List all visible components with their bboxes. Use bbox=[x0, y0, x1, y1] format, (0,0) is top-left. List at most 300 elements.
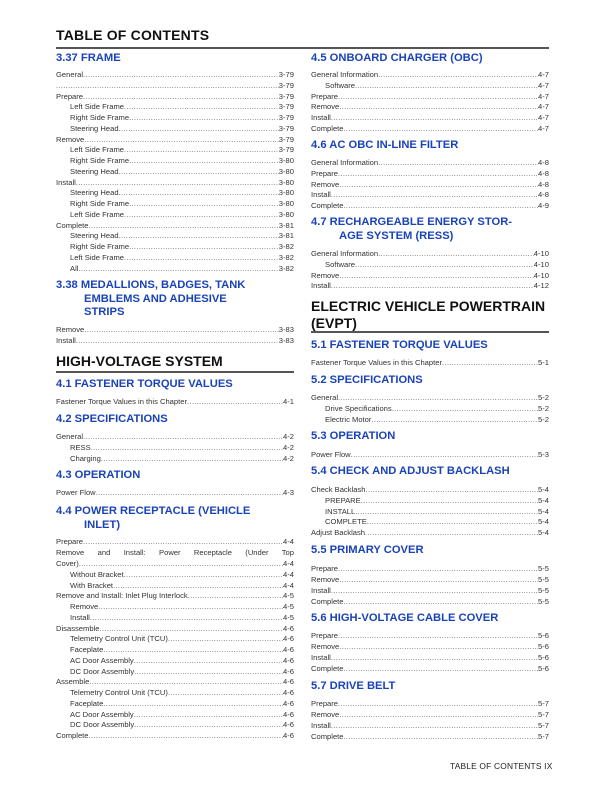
toc-entry-page: 3-79 bbox=[278, 70, 294, 79]
toc-entry[interactable] bbox=[311, 80, 549, 91]
section-heading[interactable]: 5.5 PRIMARY COVER bbox=[311, 544, 424, 556]
toc-entry-title: Complete bbox=[311, 123, 344, 133]
toc-entry[interactable] bbox=[56, 177, 294, 188]
toc-entry-page: 5-3 bbox=[538, 450, 549, 459]
section-heading-line: STRIPS bbox=[84, 306, 125, 318]
dot-leader bbox=[339, 574, 538, 585]
toc-entry-page: 4-7 bbox=[538, 91, 549, 101]
toc-entry-title: Complete bbox=[56, 731, 89, 740]
toc-entry[interactable] bbox=[311, 403, 549, 414]
dot-leader bbox=[355, 259, 534, 270]
toc-entry-title: Complete bbox=[311, 663, 344, 673]
toc-entry-title: Complete bbox=[311, 201, 344, 210]
toc-entry[interactable] bbox=[56, 80, 294, 91]
toc-entry-page: 5-5 bbox=[538, 564, 549, 573]
dot-leader bbox=[168, 633, 283, 644]
dot-leader bbox=[91, 442, 283, 453]
toc-entry[interactable] bbox=[311, 698, 549, 709]
toc-entry[interactable] bbox=[311, 527, 549, 538]
toc-entry[interactable] bbox=[56, 623, 294, 634]
toc-entry-page: 4-8 bbox=[538, 190, 549, 200]
toc-entry-page: 5-4 bbox=[538, 485, 549, 494]
toc-entry[interactable] bbox=[311, 652, 549, 663]
dot-leader bbox=[124, 101, 279, 112]
toc-entry[interactable] bbox=[311, 585, 549, 596]
dot-leader bbox=[83, 69, 279, 80]
toc-entry-title: Prepare bbox=[311, 91, 339, 101]
section-heading-line: EMBLEMS AND ADHESIVE bbox=[84, 292, 227, 305]
toc-entry-title: Left Side Frame bbox=[70, 252, 125, 262]
toc-entry[interactable] bbox=[311, 516, 549, 527]
toc-entry[interactable] bbox=[311, 91, 549, 102]
toc-entry-title: Software bbox=[325, 80, 355, 90]
toc-entry[interactable] bbox=[56, 198, 294, 209]
toc-entry-title: Install bbox=[311, 113, 331, 122]
toc-entry[interactable] bbox=[311, 563, 549, 574]
toc-entry[interactable] bbox=[311, 731, 549, 742]
toc-entry-page: 4-6 bbox=[283, 688, 294, 697]
toc-entry[interactable] bbox=[56, 209, 294, 220]
dot-leader bbox=[84, 324, 279, 335]
toc-entry[interactable] bbox=[311, 69, 549, 80]
toc-entry[interactable] bbox=[56, 230, 294, 241]
toc-entry[interactable] bbox=[56, 687, 294, 698]
chapter-title-line: (EVPT) bbox=[311, 315, 357, 331]
toc-entry[interactable] bbox=[311, 449, 549, 460]
toc-entry[interactable] bbox=[311, 641, 549, 652]
dot-leader bbox=[331, 112, 538, 123]
section-heading[interactable] bbox=[311, 216, 549, 243]
toc-entry-page: 5-6 bbox=[538, 641, 549, 651]
toc-entry-title: Install bbox=[311, 281, 331, 291]
chapter-title bbox=[311, 298, 549, 332]
dot-leader bbox=[134, 709, 283, 720]
dot-leader bbox=[188, 590, 283, 601]
toc-entry-title: Steering Head bbox=[70, 166, 119, 176]
toc-entry-title: Steering Head bbox=[70, 231, 119, 241]
toc-entry[interactable] bbox=[56, 601, 294, 612]
toc-entry-title: Steering Head bbox=[70, 188, 119, 198]
dot-leader bbox=[84, 134, 279, 145]
toc-entry-page: 5-7 bbox=[538, 709, 549, 719]
toc-entry-page: 4-6 bbox=[283, 709, 294, 719]
dot-leader bbox=[338, 630, 538, 641]
dot-leader bbox=[331, 652, 538, 663]
toc-entry[interactable] bbox=[56, 612, 294, 623]
dot-leader bbox=[83, 536, 283, 547]
toc-entry-page: 5-4 bbox=[538, 495, 549, 505]
toc-entry-title: Left Side Frame bbox=[70, 145, 125, 155]
toc-entry[interactable] bbox=[56, 676, 294, 687]
toc-entry[interactable] bbox=[56, 220, 294, 231]
toc-entry-page: 3-79 bbox=[278, 102, 294, 112]
dot-leader bbox=[361, 495, 538, 506]
toc-entry[interactable] bbox=[311, 506, 549, 517]
toc-entry[interactable] bbox=[56, 69, 294, 80]
toc-entry[interactable] bbox=[56, 155, 294, 166]
toc-entry-page: 4-6 bbox=[283, 655, 294, 665]
toc-entry-page: 4-10 bbox=[533, 249, 549, 258]
toc-entry[interactable] bbox=[56, 536, 294, 547]
dot-leader bbox=[96, 487, 283, 498]
dot-leader bbox=[99, 623, 283, 634]
toc-entry[interactable] bbox=[311, 179, 549, 190]
toc-entry[interactable] bbox=[56, 590, 294, 601]
toc-entry[interactable] bbox=[56, 655, 294, 666]
toc-entry-title: Remove bbox=[311, 102, 340, 112]
toc-entry-title: Left Side Frame bbox=[70, 102, 125, 112]
dot-leader bbox=[339, 709, 538, 720]
dot-leader bbox=[378, 157, 538, 168]
toc-entry-page: 3-79 bbox=[278, 113, 294, 122]
dot-leader bbox=[89, 730, 284, 741]
toc-entry-page: 4-4 bbox=[283, 569, 294, 579]
toc-entry-page: 4-7 bbox=[538, 123, 549, 133]
dot-leader bbox=[378, 69, 538, 80]
toc-entry-wrapped-line[interactable]: Remove and Install: Power Receptacle (Under Top bbox=[56, 548, 294, 557]
toc-entry-title: AC Door Assembly bbox=[70, 709, 134, 719]
toc-entry-page: 5-7 bbox=[538, 720, 549, 730]
toc-entry[interactable] bbox=[56, 123, 294, 134]
dot-leader bbox=[134, 719, 283, 730]
toc-entry[interactable] bbox=[311, 357, 549, 368]
toc-entry[interactable] bbox=[56, 91, 294, 102]
dot-leader bbox=[365, 527, 538, 538]
toc-entry-title: Right Side Frame bbox=[70, 242, 130, 251]
dot-leader bbox=[119, 166, 279, 177]
toc-entry[interactable] bbox=[311, 663, 549, 674]
section-heading[interactable]: 5.1 FASTENER TORQUE VALUES bbox=[311, 339, 488, 351]
section-heading-line: AGE SYSTEM (RESS) bbox=[339, 229, 454, 242]
dot-leader bbox=[98, 601, 283, 612]
toc-entry[interactable] bbox=[56, 698, 294, 709]
toc-entry-page: 4-10 bbox=[533, 259, 549, 269]
dot-leader bbox=[331, 189, 538, 200]
dot-leader bbox=[83, 431, 283, 442]
dot-leader bbox=[338, 698, 538, 709]
toc-entry-page: 5-5 bbox=[538, 585, 549, 595]
section-heading[interactable]: 4.5 ONBOARD CHARGER (OBC) bbox=[311, 52, 483, 64]
toc-entry[interactable] bbox=[56, 252, 294, 263]
toc-entry-title: Prepare bbox=[56, 537, 84, 546]
toc-entry-title: Remove bbox=[311, 179, 340, 189]
toc-entry-title: Prepare bbox=[311, 564, 339, 573]
toc-entry-page: 3-80 bbox=[278, 188, 294, 198]
toc-entry[interactable] bbox=[311, 200, 549, 211]
toc-entry-page: 5-7 bbox=[538, 699, 549, 708]
toc-entry[interactable] bbox=[311, 495, 549, 506]
toc-entry-page: 5-2 bbox=[538, 403, 549, 413]
toc-entry-title: All bbox=[70, 263, 79, 273]
dot-leader bbox=[83, 91, 279, 102]
toc-entry-page: 3-79 bbox=[278, 123, 294, 133]
toc-entry-title: Adjust Backlash bbox=[311, 528, 366, 537]
toc-entry-title: Fastener Torque Values in this Chapter bbox=[56, 397, 187, 406]
toc-entry[interactable] bbox=[56, 335, 294, 346]
toc-entry-page: 4-6 bbox=[283, 698, 294, 708]
dot-leader bbox=[101, 453, 283, 464]
toc-entry-page: 4-6 bbox=[283, 666, 294, 676]
dot-leader bbox=[344, 596, 539, 607]
dot-leader bbox=[56, 80, 279, 91]
dot-leader bbox=[119, 123, 279, 134]
toc-entry-page: 4-7 bbox=[538, 70, 549, 79]
toc-entry[interactable] bbox=[311, 157, 549, 168]
toc-entry-title: Complete bbox=[311, 596, 344, 606]
toc-entry-page: 3-79 bbox=[278, 134, 294, 144]
toc-entry-page: 4-6 bbox=[283, 677, 294, 687]
toc-entry[interactable] bbox=[311, 414, 549, 425]
toc-entry[interactable] bbox=[56, 101, 294, 112]
toc-entry-title: Complete bbox=[311, 731, 344, 741]
toc-entry[interactable] bbox=[56, 144, 294, 155]
toc-entry[interactable] bbox=[56, 487, 294, 498]
dot-leader bbox=[124, 209, 279, 220]
toc-entry-title: Remove bbox=[70, 602, 99, 611]
section-heading[interactable]: 5.7 DRIVE BELT bbox=[311, 680, 396, 692]
toc-entry-page: 5-5 bbox=[538, 574, 549, 584]
toc-entry-page: 3-79 bbox=[278, 91, 294, 101]
toc-entry-title: Install bbox=[56, 336, 76, 345]
toc-entry-title: Disassemble bbox=[56, 623, 100, 633]
toc-entry[interactable] bbox=[311, 484, 549, 495]
toc-entry[interactable] bbox=[311, 189, 549, 200]
toc-entry-page: 4-6 bbox=[283, 731, 294, 740]
toc-entry-title: Install bbox=[311, 585, 331, 595]
section-heading[interactable]: 4.1 FASTENER TORQUE VALUES bbox=[56, 378, 233, 390]
toc-entry-page: 5-6 bbox=[538, 652, 549, 662]
toc-entry[interactable] bbox=[56, 187, 294, 198]
toc-entry-page: 3-80 bbox=[278, 209, 294, 219]
toc-entry-title: Prepare bbox=[311, 168, 339, 178]
toc-entry[interactable] bbox=[311, 574, 549, 585]
toc-entry[interactable] bbox=[56, 558, 294, 569]
toc-entry-title: Telemetry Control Unit (TCU) bbox=[70, 688, 168, 697]
toc-entry-page: 4-2 bbox=[283, 432, 294, 441]
toc-entry[interactable] bbox=[56, 112, 294, 123]
toc-entry-page: 5-6 bbox=[538, 663, 549, 673]
dot-leader bbox=[331, 280, 534, 291]
toc-entry-page: 3-83 bbox=[278, 325, 294, 334]
toc-entry[interactable] bbox=[56, 263, 294, 274]
toc-entry-title: Assemble bbox=[56, 677, 90, 687]
toc-entry[interactable] bbox=[311, 168, 549, 179]
page-footer: TABLE OF CONTENTS IX bbox=[450, 761, 553, 771]
toc-entry[interactable] bbox=[56, 730, 294, 741]
toc-entry-title: General bbox=[311, 393, 339, 402]
toc-entry-page: 4-7 bbox=[538, 80, 549, 90]
toc-entry[interactable] bbox=[56, 324, 294, 335]
toc-entry[interactable] bbox=[56, 134, 294, 145]
dot-leader bbox=[338, 392, 538, 403]
toc-entry-page: 4-5 bbox=[283, 602, 294, 611]
toc-entry-page: 5-1 bbox=[538, 358, 549, 367]
chapter-title-line: ELECTRIC VEHICLE POWERTRAIN bbox=[311, 298, 546, 314]
toc-entry-page: 4-8 bbox=[538, 179, 549, 189]
chapter-rule bbox=[311, 331, 549, 333]
toc-entry-title: Remove bbox=[56, 325, 85, 334]
toc-entry[interactable] bbox=[311, 112, 549, 123]
toc-entry-title: Cover) bbox=[56, 559, 79, 568]
toc-entry-page: 4-4 bbox=[283, 537, 294, 546]
toc-entry-page: 5-5 bbox=[538, 596, 549, 606]
toc-entry-page: 4-7 bbox=[538, 102, 549, 112]
toc-entry[interactable] bbox=[311, 709, 549, 720]
page-title: TABLE OF CONTENTS bbox=[56, 27, 210, 43]
toc-entry-title: Faceplate bbox=[70, 645, 104, 654]
dot-leader bbox=[79, 558, 283, 569]
dot-leader bbox=[129, 241, 279, 252]
toc-entry[interactable] bbox=[56, 666, 294, 677]
toc-entry[interactable] bbox=[311, 392, 549, 403]
dot-leader bbox=[344, 663, 539, 674]
dot-leader bbox=[78, 263, 278, 274]
toc-entry-page: 4-3 bbox=[283, 488, 294, 497]
toc-entry-page: 4-6 bbox=[283, 720, 294, 730]
toc-entry[interactable] bbox=[56, 431, 294, 442]
dot-leader bbox=[371, 414, 538, 425]
toc-entry[interactable] bbox=[311, 630, 549, 641]
toc-entry-page: 4-6 bbox=[283, 645, 294, 654]
section-heading[interactable]: 4.3 OPERATION bbox=[56, 469, 141, 481]
toc-entry[interactable] bbox=[56, 644, 294, 655]
dot-leader bbox=[89, 220, 279, 231]
toc-entry-title: INSTALL bbox=[325, 506, 356, 516]
toc-entry-page: 4-6 bbox=[283, 623, 294, 633]
toc-entry-page: 4-5 bbox=[283, 591, 294, 601]
section-heading[interactable] bbox=[56, 279, 294, 320]
dot-leader bbox=[90, 612, 283, 623]
toc-entry[interactable] bbox=[56, 580, 294, 591]
section-heading[interactable]: 5.6 HIGH-VOLTAGE CABLE COVER bbox=[311, 612, 499, 624]
dot-leader bbox=[331, 585, 538, 596]
toc-entry[interactable] bbox=[56, 241, 294, 252]
toc-entry-page: 5-6 bbox=[538, 631, 549, 640]
toc-entry[interactable] bbox=[56, 396, 294, 407]
dot-leader bbox=[392, 403, 538, 414]
dot-leader bbox=[365, 484, 538, 495]
section-heading[interactable]: 4.2 SPECIFICATIONS bbox=[56, 413, 168, 425]
dot-leader bbox=[355, 506, 538, 517]
toc-entry-page: 4-4 bbox=[283, 559, 294, 568]
toc-entry-page: 4-4 bbox=[283, 580, 294, 590]
toc-entry-title: Install bbox=[70, 612, 90, 622]
toc-entry-title: Right Side Frame bbox=[70, 156, 130, 165]
dot-leader bbox=[378, 248, 534, 259]
section-heading[interactable]: 5.4 CHECK AND ADJUST BACKLASH bbox=[311, 465, 510, 477]
toc-entry-page: 3-82 bbox=[278, 242, 294, 251]
dot-leader bbox=[129, 112, 279, 123]
section-heading[interactable]: 5.2 SPECIFICATIONS bbox=[311, 374, 423, 386]
toc-entry-title: General bbox=[56, 432, 84, 441]
toc-entry-title: Faceplate bbox=[70, 698, 104, 708]
toc-entry-title: General bbox=[56, 70, 84, 79]
toc-entry[interactable] bbox=[311, 280, 549, 291]
dot-leader bbox=[76, 335, 279, 346]
toc-entry[interactable] bbox=[56, 709, 294, 720]
toc-entry[interactable] bbox=[311, 248, 549, 259]
toc-entry[interactable] bbox=[311, 101, 549, 112]
toc-entry[interactable] bbox=[56, 719, 294, 730]
dot-leader bbox=[442, 357, 538, 368]
toc-entry-page: 3-83 bbox=[278, 336, 294, 345]
dot-leader bbox=[187, 396, 283, 407]
toc-entry-page: 5-4 bbox=[538, 528, 549, 537]
toc-entry-title: Complete bbox=[56, 220, 89, 230]
toc-entry-title: Software bbox=[325, 259, 355, 269]
toc-entry-page: 4-2 bbox=[283, 453, 294, 463]
toc-entry-page: 3-80 bbox=[278, 166, 294, 176]
section-heading[interactable]: 3.37 FRAME bbox=[56, 52, 121, 64]
toc-entry-title: General Information bbox=[311, 70, 379, 79]
dot-leader bbox=[331, 720, 538, 731]
dot-leader bbox=[103, 698, 283, 709]
title-rule bbox=[56, 47, 549, 49]
toc-entry-title: Prepare bbox=[311, 631, 339, 640]
dot-leader bbox=[339, 641, 538, 652]
chapter-rule bbox=[56, 371, 294, 373]
toc-entry-page: 5-2 bbox=[538, 414, 549, 424]
toc-entry-page: 3-79 bbox=[278, 145, 294, 155]
toc-entry[interactable] bbox=[56, 569, 294, 580]
toc-entry[interactable] bbox=[311, 259, 549, 270]
toc-entry-page: 3-82 bbox=[278, 252, 294, 262]
dot-leader bbox=[129, 155, 279, 166]
dot-leader bbox=[338, 563, 538, 574]
toc-entry[interactable] bbox=[311, 123, 549, 134]
toc-entry-title: COMPLETE bbox=[325, 517, 367, 527]
section-heading[interactable] bbox=[56, 505, 294, 532]
section-heading[interactable]: 4.6 AC OBC IN-LINE FILTER bbox=[311, 139, 459, 151]
toc-entry[interactable] bbox=[56, 633, 294, 644]
toc-entry[interactable] bbox=[56, 442, 294, 453]
toc-entry[interactable] bbox=[311, 270, 549, 281]
toc-entry-title: Right Side Frame bbox=[70, 199, 130, 208]
toc-entry-title: Check Backlash bbox=[311, 485, 366, 494]
dot-leader bbox=[344, 731, 539, 742]
toc-entry-title: Electric Motor bbox=[325, 414, 372, 424]
toc-entry-title: Prepare bbox=[56, 91, 84, 101]
toc-entry-title: Power Flow bbox=[56, 488, 96, 497]
toc-entry[interactable] bbox=[311, 720, 549, 731]
dot-leader bbox=[339, 101, 538, 112]
dot-leader bbox=[124, 144, 279, 155]
toc-entry-page: 4-1 bbox=[283, 397, 294, 406]
dot-leader bbox=[355, 80, 538, 91]
toc-entry-title: With Bracket bbox=[70, 580, 114, 590]
toc-entry-title: Drive Specifications bbox=[325, 403, 392, 413]
dot-leader bbox=[339, 270, 534, 281]
toc-entry-page: 5-4 bbox=[538, 517, 549, 527]
toc-entry-title: DC Door Assembly bbox=[70, 666, 135, 676]
toc-entry-title: Right Side Frame bbox=[70, 113, 130, 122]
toc-entry-page: 4-9 bbox=[538, 201, 549, 210]
toc-entry[interactable] bbox=[56, 453, 294, 464]
section-heading[interactable]: 5.3 OPERATION bbox=[311, 430, 396, 442]
toc-entry-title: Install bbox=[311, 190, 331, 200]
dot-leader bbox=[338, 91, 538, 102]
toc-entry[interactable] bbox=[311, 596, 549, 607]
toc-entry-page: 3-80 bbox=[278, 156, 294, 165]
toc-entry-page: 4-8 bbox=[538, 168, 549, 178]
dot-leader bbox=[119, 187, 279, 198]
toc-entry-page: 4-6 bbox=[283, 634, 294, 644]
toc-entry-page: 4-5 bbox=[283, 612, 294, 622]
dot-leader bbox=[351, 449, 538, 460]
toc-entry[interactable] bbox=[56, 166, 294, 177]
toc-entry-title: Remove bbox=[311, 574, 340, 584]
dot-leader bbox=[124, 252, 279, 263]
